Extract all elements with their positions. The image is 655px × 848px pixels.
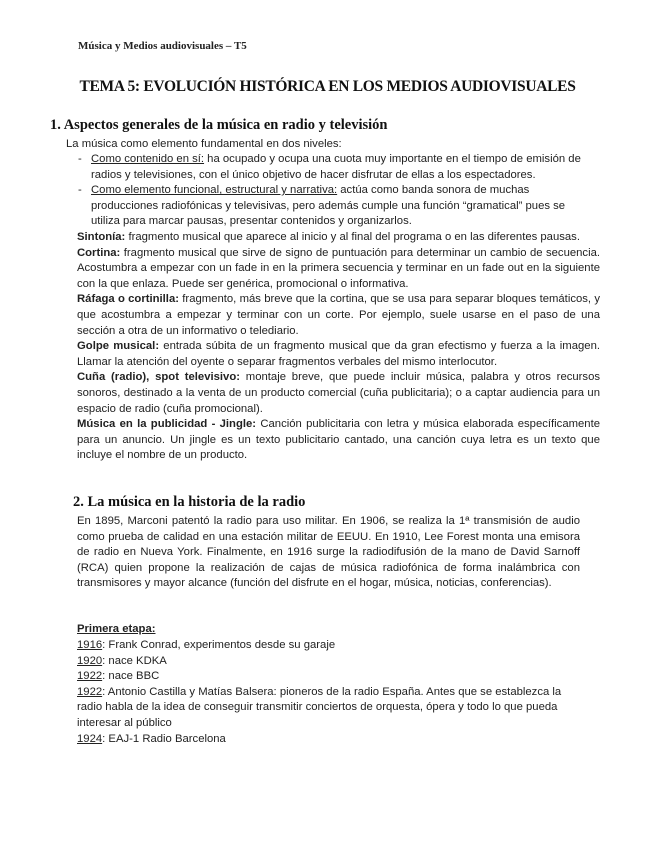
timeline-year: 1924 — [77, 732, 103, 745]
list-item — [77, 732, 582, 748]
definition-text: montaje breve, que puede incluir música, palabra y otros recursos sonoros, destinado a la venta de un producto comercial (cuña publicitaria); o a captar audiencia para un espacio de radio (cuña promocional). — [77, 371, 600, 415]
timeline-text: : Antonio Castilla y Matías Balsera: pioneros de la radio España. Antes que se establezca la radio habla de la idea de conseguir transmitir conciertos de orquesta, ópera y todo lo que pueda interesar al público — [77, 685, 562, 729]
radio-history-paragraph: En 1895, Marconi patentó la radio para uso militar. En 1906, se realiza la 1ª transmisión de audio como prueba de calidad en una estación militar de EEUU. En 1910, Lee Forest monta una emisora de radio en Nueva York. Finalmente, en 1916 surge la radiodifusión de la mano de David Sarnoff (RCA) quien propone la realización de cajas de música radiofónica de forma inalámbrica con transmisores y mayor alcance (función del disfrute en el hogar, música, noticias, conferencias). — [77, 515, 580, 590]
definition-term: Golpe musical: — [77, 340, 160, 353]
list-item — [78, 152, 583, 183]
definition-text: entrada súbita de un fragmento musical que da gran efectismo y fuerza a la imagen. Llamar la atención del oyente o separar fragmentos verbales del mismo interlocutor. — [77, 340, 600, 368]
list-item — [77, 654, 582, 670]
timeline-year: 1922 — [77, 670, 103, 683]
bullet-label: Como contenido en sí: — [91, 153, 205, 165]
timeline-year: 1920 — [77, 654, 103, 667]
timeline-list — [77, 638, 582, 747]
bullet-text: ha ocupado y ocupa una cuota muy importante en el tiempo de emisión de radios y televisiones, con el único objetivo de hacer disfrutar de ellas a los espectadores. — [91, 153, 581, 181]
timeline-year: 1916 — [77, 639, 103, 651]
definition-term: Sintonía: — [77, 231, 126, 243]
timeline-year: 1922 — [77, 685, 103, 698]
definition-term: Cuña (radio), spot televisivo: — [77, 371, 241, 384]
primera-etapa-title: Primera etapa: — [77, 623, 156, 635]
running-header: Música y Medios audiovisuales – T5 — [78, 40, 247, 52]
list-item — [78, 183, 583, 230]
definition-rafaga — [77, 292, 600, 339]
document-title: TEMA 5: EVOLUCIÓN HISTÓRICA EN LOS MEDIOS AUDIOVISUALES — [79, 78, 576, 95]
definition-text: fragmento, más breve que la cortina, que se usa para separar bloques temáticos, y que acostumbra a empezar y terminar con un corte. Por ejemplo, suele usarse en el paso de una sección a otra de un informativo o telediario. — [77, 293, 600, 337]
definition-text: Canción publicitaria con letra y música elaborada específicamente para un anuncio. Un jingle es un texto publicitario cantado, una canción cuya letra es un texto que incluye el nombre de un producto. — [77, 418, 600, 462]
bullet-label: Como elemento funcional, estructural y narrativa: — [91, 184, 338, 197]
timeline-text: : Frank Conrad, experimentos desde su garaje — [102, 639, 336, 651]
list-item — [77, 685, 582, 732]
definition-text: fragmento musical que aparece al inicio y al final del programa o en las diferentes pausas. — [125, 231, 580, 243]
definition-golpe-musical — [77, 339, 600, 370]
definition-term: Música en la publicidad - Jingle: — [77, 418, 257, 431]
definitions-block — [77, 230, 600, 464]
list-item — [77, 669, 582, 685]
timeline-text: : EAJ-1 Radio Barcelona — [102, 732, 226, 745]
definition-term: Ráfaga o cortinilla: — [77, 293, 179, 306]
definition-jingle — [77, 417, 600, 464]
definition-sintonia — [77, 230, 600, 246]
list-item — [77, 638, 582, 654]
section-1-intro: La música como elemento fundamental en dos niveles: — [66, 138, 342, 150]
levels-list — [78, 152, 583, 230]
bullet-dash: - — [78, 153, 82, 165]
definition-term: Cortina: — [77, 246, 121, 259]
definition-text: fragmento musical que sirve de signo de puntuación para determinar un cambio de secuencia. Acostumbra a empezar con un fade in en la primera secuencia y terminar en un fade out en la siguiente con la que enlaza. Puede ser genérica, promocional o informativa. — [77, 246, 600, 290]
bullet-text: actúa como banda sonora de muchas producciones radiofónicas y televisivas, pero además cumple una función “gramatical” pues se utiliza para marcar pausas, presentar contenidos y organizarlos. — [91, 184, 566, 228]
timeline-text: : nace KDKA — [102, 654, 167, 667]
section-1-heading: 1. Aspectos generales de la música en radio y televisión — [50, 117, 388, 133]
section-2-heading: 2. La música en la historia de la radio — [73, 494, 306, 510]
bullet-dash: - — [78, 184, 82, 197]
timeline-text: : nace BBC — [102, 670, 160, 683]
definition-cortina — [77, 246, 600, 293]
definition-cuna — [77, 370, 600, 417]
